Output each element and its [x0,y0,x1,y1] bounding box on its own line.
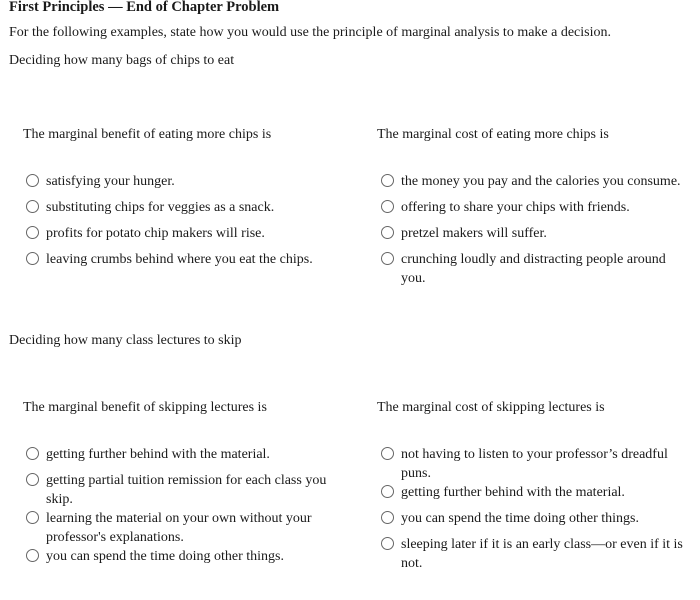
question-prompt-lectures-benefit: The marginal benefit of skipping lectures is [23,400,267,415]
options-lectures-cost [381,445,686,573]
question-prompt-lectures-cost: The marginal cost of skipping lectures is [377,400,605,415]
instructions: For the following examples, state how you would use the principle of marginal analysis to make a decision. [9,25,611,40]
radio-button[interactable] [381,537,394,550]
section-heading-lectures: Deciding how many class lectures to skip [9,333,242,348]
radio-button[interactable] [381,485,394,498]
option-lectures-benefit-4[interactable]: you can spend the time doing other things. [26,547,331,566]
options-lectures-benefit [26,445,331,566]
question-prompt-chips-benefit: The marginal benefit of eating more chips is [23,127,272,142]
radio-button[interactable] [381,174,394,187]
options-chips-cost [381,172,681,288]
radio-button[interactable] [381,447,394,460]
radio-button[interactable] [26,200,39,213]
option-lectures-cost-4[interactable]: sleeping later if it is an early class—or even if it is not. [381,535,686,573]
page-title: First Principles — End of Chapter Problem [9,0,280,15]
radio-button[interactable] [26,549,39,562]
options-chips-benefit [26,172,346,269]
option-lectures-cost-3[interactable]: you can spend the time doing other things. [381,509,686,528]
radio-button[interactable] [26,252,39,265]
option-chips-benefit-3[interactable]: profits for potato chip makers will rise. [26,224,346,243]
radio-button[interactable] [381,226,394,239]
option-chips-benefit-1[interactable]: satisfying your hunger. [26,172,346,191]
option-lectures-benefit-1[interactable]: getting further behind with the material. [26,445,331,464]
option-chips-benefit-4[interactable]: leaving crumbs behind where you eat the chips. [26,250,346,269]
option-lectures-benefit-3[interactable]: learning the material on your own without your professor's explanations. [26,509,331,547]
option-lectures-cost-2[interactable]: getting further behind with the material. [381,483,686,502]
section-heading-chips: Deciding how many bags of chips to eat [9,53,235,68]
radio-button[interactable] [26,226,39,239]
option-lectures-benefit-2[interactable]: getting partial tuition remission for each class you skip. [26,471,331,509]
radio-button[interactable] [26,447,39,460]
option-chips-cost-4[interactable]: crunching loudly and distracting people around you. [381,250,681,288]
radio-button[interactable] [26,473,39,486]
radio-button[interactable] [381,511,394,524]
option-lectures-cost-1[interactable]: not having to listen to your professor’s dreadful puns. [381,445,686,483]
radio-button[interactable] [26,174,39,187]
option-chips-cost-2[interactable]: offering to share your chips with friends. [381,198,681,217]
radio-button[interactable] [381,200,394,213]
question-prompt-chips-cost: The marginal cost of eating more chips is [377,127,609,142]
option-chips-cost-1[interactable]: the money you pay and the calories you consume. [381,172,681,191]
option-chips-cost-3[interactable]: pretzel makers will suffer. [381,224,681,243]
option-chips-benefit-2[interactable]: substituting chips for veggies as a snack. [26,198,346,217]
radio-button[interactable] [26,511,39,524]
radio-button[interactable] [381,252,394,265]
